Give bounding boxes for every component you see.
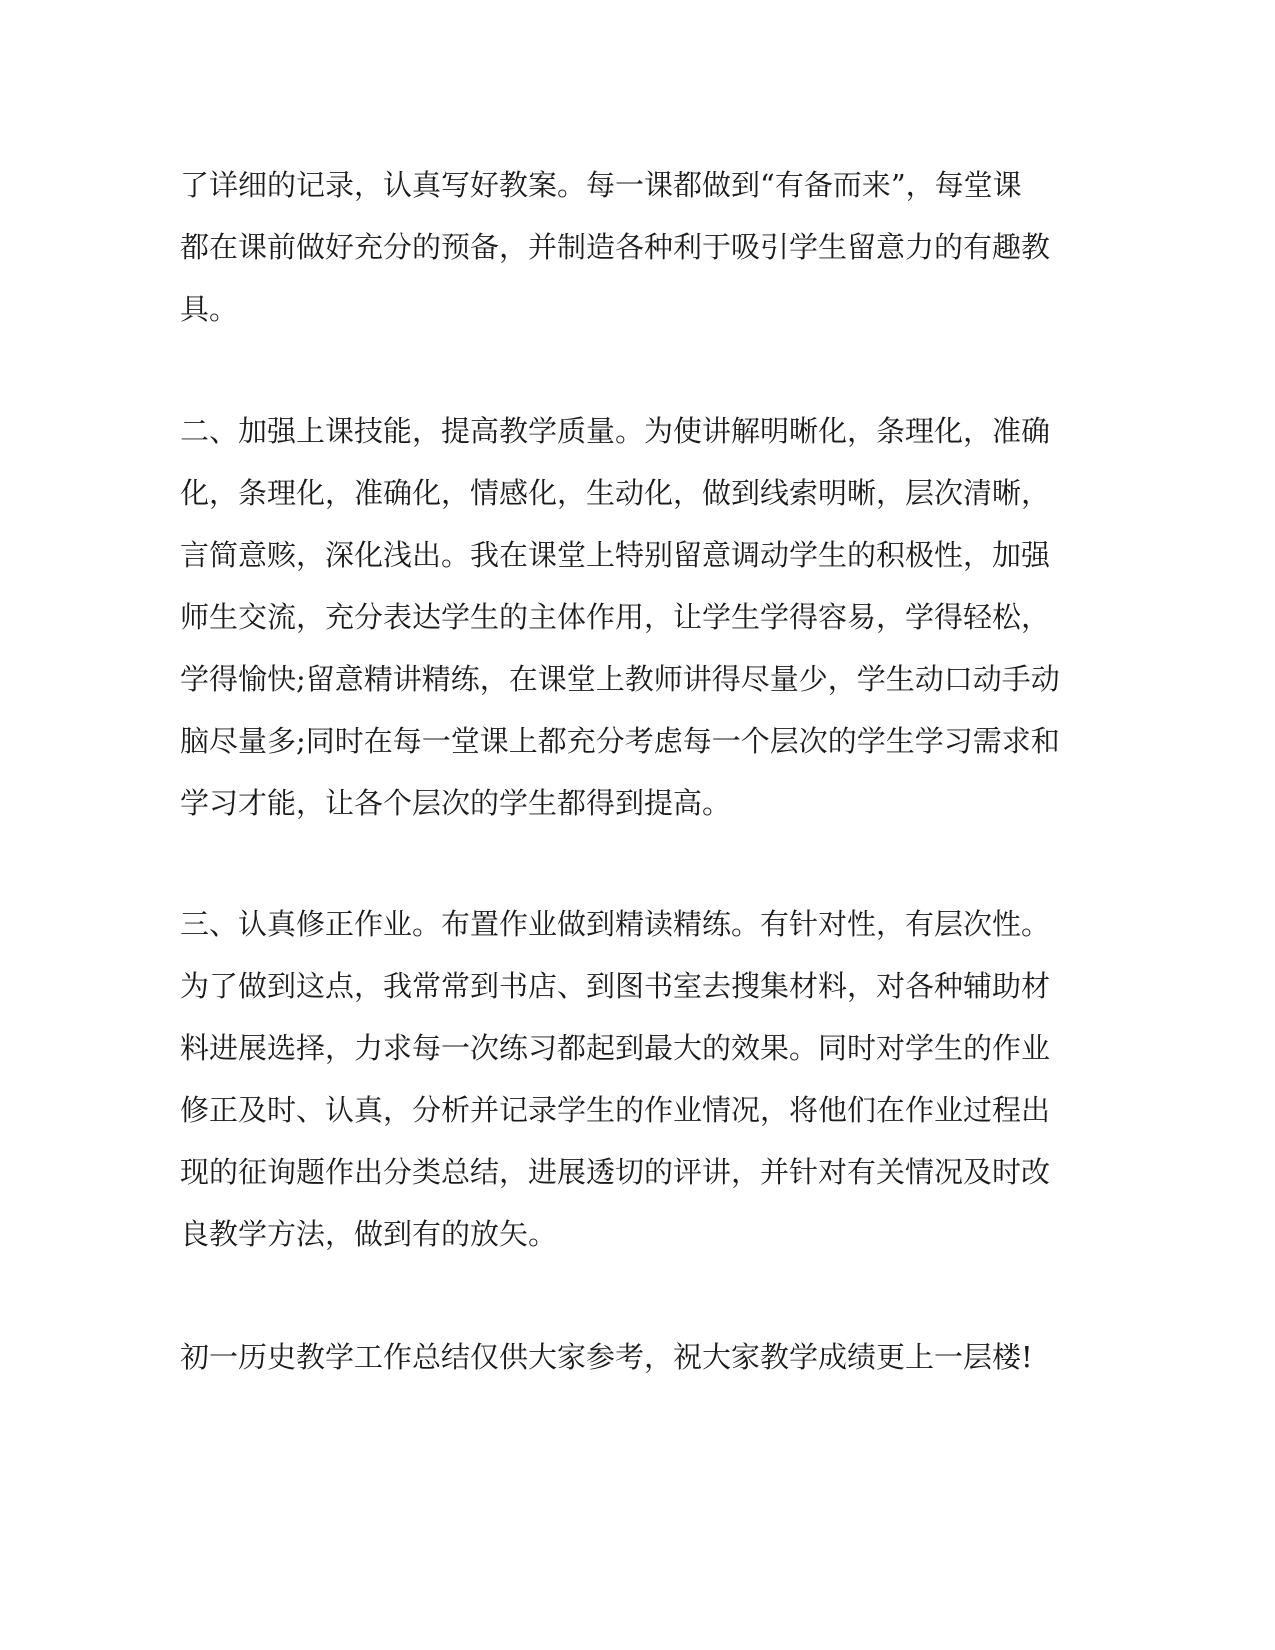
text-line: 都在课前做好充分的预备，并制造各种利于吸引学生留意力的有趣教 xyxy=(180,230,1051,264)
text-line: 具。 xyxy=(180,292,239,326)
text-line: 师生交流，充分表达学生的主体作用，让学生学得容易，学得轻松， xyxy=(180,600,1051,634)
text-line: 初一历史教学工作总结仅供大家参考，祝大家教学成绩更上一层楼! xyxy=(180,1340,1033,1374)
text-line: 二、加强上课技能，提高教学质量。为使讲解明晰化，条理化，准确 xyxy=(180,414,1051,448)
text-line: 学习才能，让各个层次的学生都得到提高。 xyxy=(180,786,732,820)
paragraph-closing xyxy=(180,1326,1040,1388)
text-line: 修正及时、认真，分析并记录学生的作业情况，将他们在作业过程出 xyxy=(180,1093,1051,1127)
text-line: 学得愉快;留意精讲精练，在课堂上教师讲得尽量少，学生动口动手动 xyxy=(180,662,1060,696)
text-line: 料进展选择，力求每一次练习都起到最大的效果。同时对学生的作业 xyxy=(180,1031,1051,1065)
text-line: 良教学方法，做到有的放矢。 xyxy=(180,1217,558,1251)
text-line: 为了做到这点，我常常到书店、到图书室去搜集材料，对各种辅助材 xyxy=(180,969,1051,1003)
text-line: 现的征询题作出分类总结，进展透切的评讲，并针对有关情况及时改 xyxy=(180,1155,1051,1189)
paragraph-homework-correction xyxy=(180,893,1051,1265)
paragraph-lesson-preparation xyxy=(180,154,1051,340)
text-line: 脑尽量多;同时在每一堂课上都充分考虑每一个层次的学生学习需求和 xyxy=(180,724,1060,758)
text-line: 化，条理化，准确化，情感化，生动化，做到线索明晰，层次清晰， xyxy=(180,476,1051,510)
text-line: 三、认真修正作业。布置作业做到精读精练。有针对性，有层次性。 xyxy=(180,907,1051,941)
paragraph-teaching-skills xyxy=(180,400,1060,834)
text-line: 言简意赅，深化浅出。我在课堂上特别留意调动学生的积极性，加强 xyxy=(180,538,1051,572)
text-line: 了详细的记录，认真写好教案。每一课都做到“有备而来”，每堂课 xyxy=(180,168,1022,202)
